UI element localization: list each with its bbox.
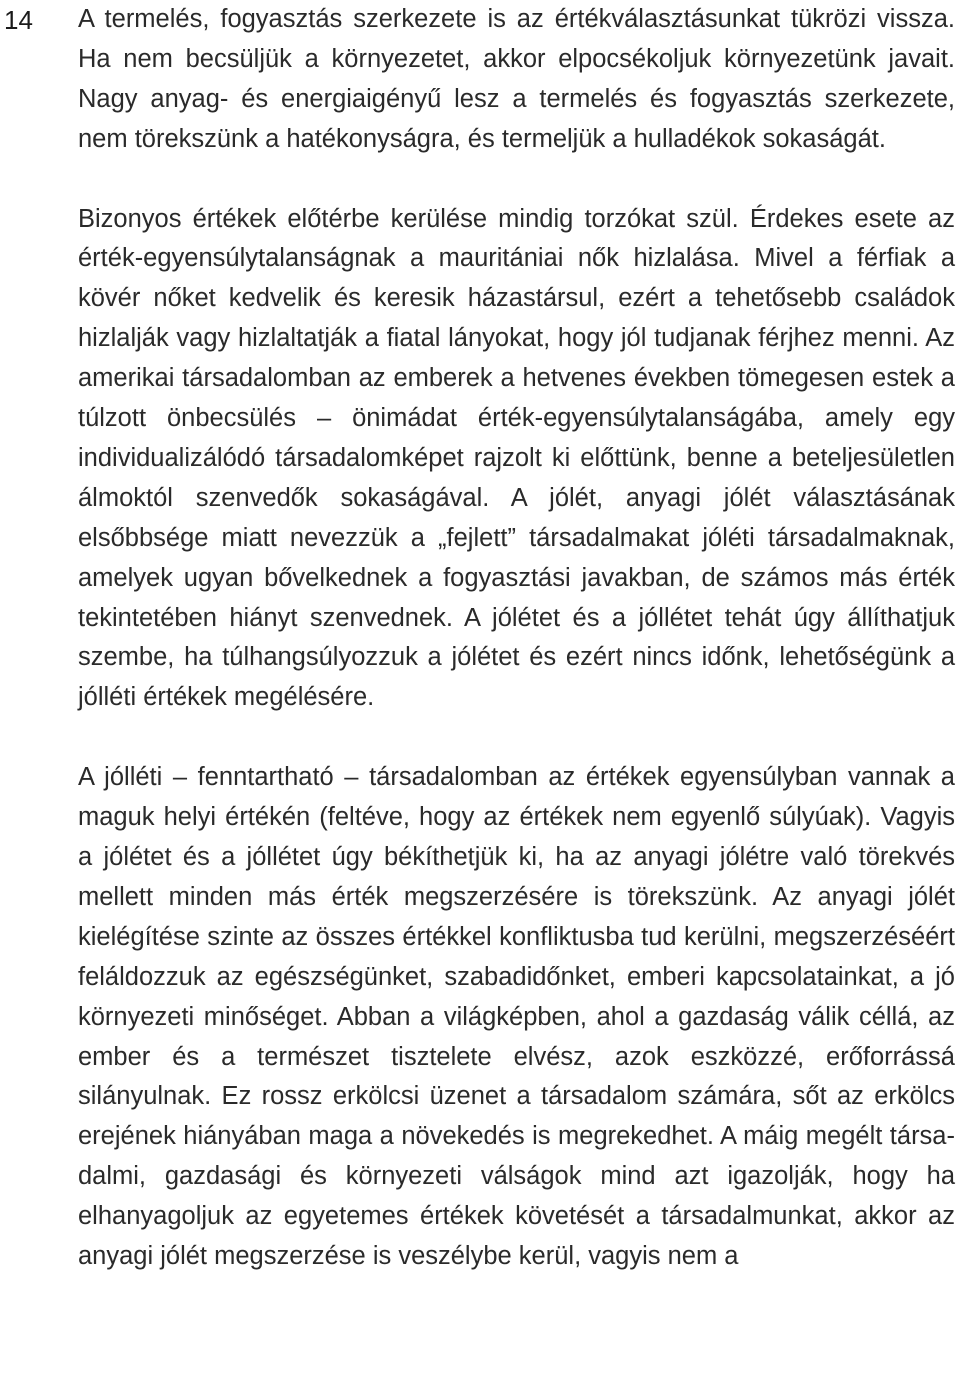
paragraph-value-imbalance: Bizonyos értékek előtérbe kerülése mindig torzókat szül. Érdekes esete az érték-egyensúlytalanságnak a mauritániai nők hizlalása. Mivel a férfiak a kövér nőket kedvelik és keresik házastársul, ezért a tehetősebb családok hizlalják vagy hizlaltatják a fiatal lányokat, hogy jól tudjanak férjhez menni. Az amerikai társadalomban az emberek a hetvenes években tömegesen estek a túlzott önbecsülés – önimádat érték-egyensúlytalanságába, amely egy individualizálódó társadalomképet rajzolt ki előttünk, benne a beteljesületlen álmoktól szenvedők sokaságával. A jólét, anyagi jólét választásának elsőbbsége miatt nevezzük a „fejlett” társadalmakat jóléti társadalmaknak, amelyek ugyan bővelkednek a fogyasztási javakban, de számos más érték tekintetében hiányt szenvednek. A jólétet és a jóllétet tehát úgy állíthatjuk szembe, ha túlhangsúlyozzuk a jólétet és ezért nincs időnk, lehetőségünk a jólléti értékek megélésére.	[78, 204, 955, 712]
paragraph-sustainable-society: A jólléti – fenntartható – társadalomban az értékek egyensúlyban vannak a maguk helyi értékén (feltéve, hogy az értékek nem egyenlő súlyúak). Vagyis a jólétet és a jóllétet úgy békíthetjük ki, ha az anyagi jólétre való törekvés mellett minden más érték megszerzésére is törekszünk. Az anyagi jólét kielégítése szinte az összes értékkel konfliktusba tud kerülni, megszerzéséért feláldozzuk az egészségünket, szabadidőnket, emberi kapcsolatainkat, a jó környezeti minőséget. Abban a világképben, ahol a gazdaság válik céllá, az ember és a természet tisztelete elvész, azok eszközzé, erőforrássá silányulnak. Ez rossz erkölcsi üzenet a társadalom számára, sőt az erkölcs erejének hiányában maga a növekedés is megrekedhet. A máig megélt társadalmi, gazdasági és környezeti válságok mind azt igazolják, hogy ha elhanyagoljuk az egyetemes értékek követését a társadalmunkat, akkor az anyagi jólét megszerzése is veszélybe kerül, vagyis nem a	[78, 763, 955, 1271]
paragraph-spacer	[78, 718, 955, 758]
paragraph-spacer	[78, 160, 955, 200]
page-number: 14	[4, 5, 33, 35]
body-text	[78, 0, 955, 1277]
paragraph-consumption-structure: A termelés, fogyasztás szerkezete is az értékválasztásunkat tükrözi vissza. Ha nem becsüljük a környezetet, akkor elpocsékoljuk környezetünk javait. Nagy anyag- és energiaigényű lesz a termelés és fogyasztás szerkezete, nem törekszünk a hatékonyságra, és termeljük a hulladékok sokaságát.	[78, 5, 955, 153]
